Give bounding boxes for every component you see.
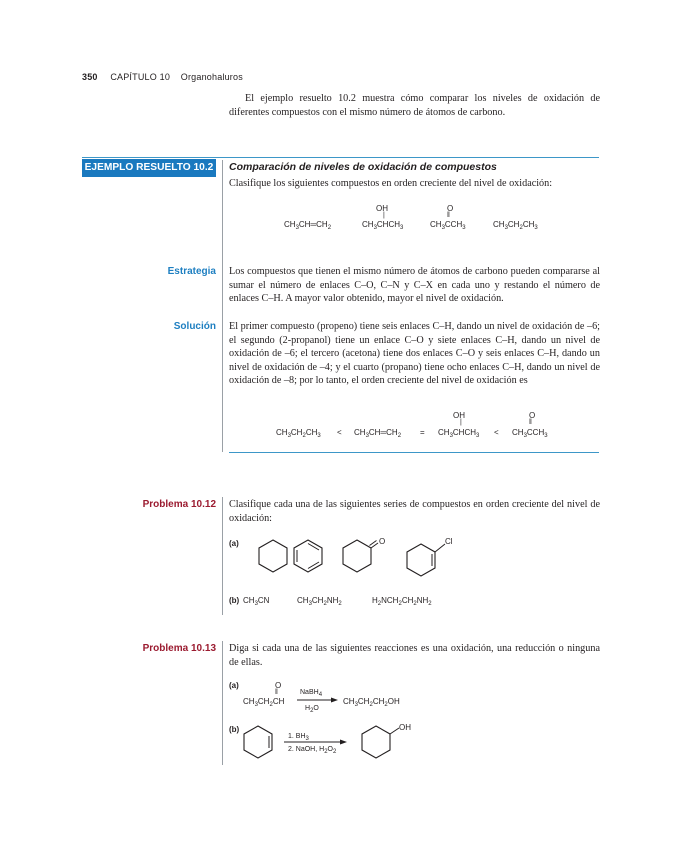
propanol-product-formula: $CH_3CH_2CH_2OH$	[343, 697, 400, 708]
benzene-ring	[294, 540, 322, 572]
acetone-double-bond: ‖	[447, 212, 450, 219]
strategy-text: Los compuestos que tienen el mismo número de átomos de carbono pueden compararse al sumar el número de enlaces C–O, C–N y C–X en cada uno y restando el número de enlaces C–H. A mayor valor obtenido, mayor el nivel de oxidación.	[229, 266, 600, 305]
propanal-o: O	[275, 681, 282, 690]
propanal-double-bond: ‖	[275, 689, 278, 696]
problem-12-rule	[222, 497, 223, 615]
acetonitrile-formula: $CH_3CN$	[243, 596, 270, 607]
solution-text: El primer compuesto (propeno) tiene seis enlaces C–H, dando un nivel de oxidación de –6; el segundo (2-propanol) tiene un enlace C–O y siete enlaces C–H, dando un nivel de oxidación de –6; el tercero (acetona) tiene dos enlaces C–O y seis enlaces C–H, dando un nivel de oxidación de –4; y el cuarto (propano) tiene ocho enlaces C–H, dando un nivel de oxidación de –8; por lo tanto, el orden creciente del nivel de oxidación es	[229, 321, 600, 387]
order-acetone-double-bond: ‖	[529, 419, 532, 426]
chlorocyclohexene-ring	[407, 537, 453, 576]
example-top-rule	[82, 157, 599, 158]
chapter-topic: Organohaluros	[180, 72, 243, 82]
problem-13-part-b: (b)	[229, 725, 240, 734]
propane-formula: $CH_3CH_2CH_3$	[493, 220, 538, 231]
strategy-label: Estrategia	[167, 266, 216, 277]
problem-13-text: Diga si cada una de las siguientes reacciones es una oxidación, una reducción o ninguna de ellas.	[229, 643, 600, 668]
running-header	[82, 72, 243, 82]
cyclohexanol-oh: OH	[399, 723, 411, 732]
reaction-arrow-a	[297, 696, 339, 704]
problem-12-part-a: (a)	[229, 539, 239, 548]
problem-12-text: Clasifique cada una de las siguientes series de compuestos en orden creciente del nivel de oxidación:	[229, 499, 600, 524]
cyclohexene-ring	[244, 726, 272, 758]
order-equals: =	[420, 428, 425, 437]
propanol-oh: OH	[376, 204, 388, 213]
page-number: 350	[82, 72, 98, 82]
acetone-o: O	[447, 204, 454, 213]
chapter-label: CAPÍTULO 10	[110, 72, 171, 82]
solution-label: Solución	[173, 321, 216, 332]
order-less-than-1: <	[337, 428, 342, 437]
reagent-nabh4: NaBH$_4$	[300, 689, 323, 698]
ethylenediamine-formula: $H_2NCH_2CH_2NH_2$	[372, 596, 432, 607]
order-propene: $CH_3CH═CH_2$	[354, 428, 402, 439]
problem-12-rings	[236, 532, 476, 582]
propene-formula: $CH_3CH═CH_2$	[284, 220, 332, 231]
order-less-than-2: <	[494, 428, 499, 437]
cyclohexanone-ring	[343, 537, 385, 572]
reagent-water: $H_2O$	[305, 705, 319, 714]
example-badge: EJEMPLO RESUELTO 10.2	[82, 159, 216, 177]
order-propanol-oh: OH	[453, 411, 465, 420]
intro-paragraph: El ejemplo resuelto 10.2 muestra cómo comparar los niveles de oxidación de diferentes compuestos con el mismo número de átomos de carbono.	[229, 93, 600, 118]
order-acetone-o: O	[529, 411, 536, 420]
problem-12-part-b: (b)	[229, 596, 240, 605]
order-propane: $CH_3CH_2CH_3$	[276, 428, 321, 439]
problem-13-label: Problema 10.13	[142, 643, 216, 654]
example-title: Comparación de niveles de oxidación de compuestos	[229, 161, 497, 173]
reagent-step-1: 1. $BH_3$	[288, 733, 309, 742]
reagent-step-2: 2. NaOH, $H_2O_2$	[288, 746, 337, 755]
example-bottom-rule	[229, 452, 599, 453]
order-propanol-bond: |	[460, 419, 462, 426]
problem-13-b-reaction	[236, 720, 436, 766]
ethylamine-formula: $CH_3CH_2NH_2$	[297, 596, 342, 607]
propanol-bond: |	[383, 212, 385, 219]
acetone-formula: $CH_3CCH_3$	[430, 220, 466, 231]
cyclohexane-ring	[259, 540, 287, 572]
problem-12-label: Problema 10.12	[142, 499, 216, 510]
order-acetone: $CH_3CCH_3$	[512, 428, 548, 439]
propanal-formula: $CH_3CH_2CH$	[243, 697, 285, 708]
example-prompt: Clasifique los siguientes compuestos en orden creciente del nivel de oxidación:	[229, 178, 553, 189]
example-left-rule	[222, 160, 223, 452]
order-propanol: $CH_3CHCH_3$	[438, 428, 480, 439]
cyclohexanone-o: O	[379, 537, 386, 546]
problem-13-part-a: (a)	[229, 681, 239, 690]
problem-13-rule	[222, 641, 223, 765]
cyclohexanol-ring	[362, 723, 411, 758]
chloro-label: Cl	[445, 537, 453, 546]
propanol-formula: $CH_3CHCH_3$	[362, 220, 404, 231]
